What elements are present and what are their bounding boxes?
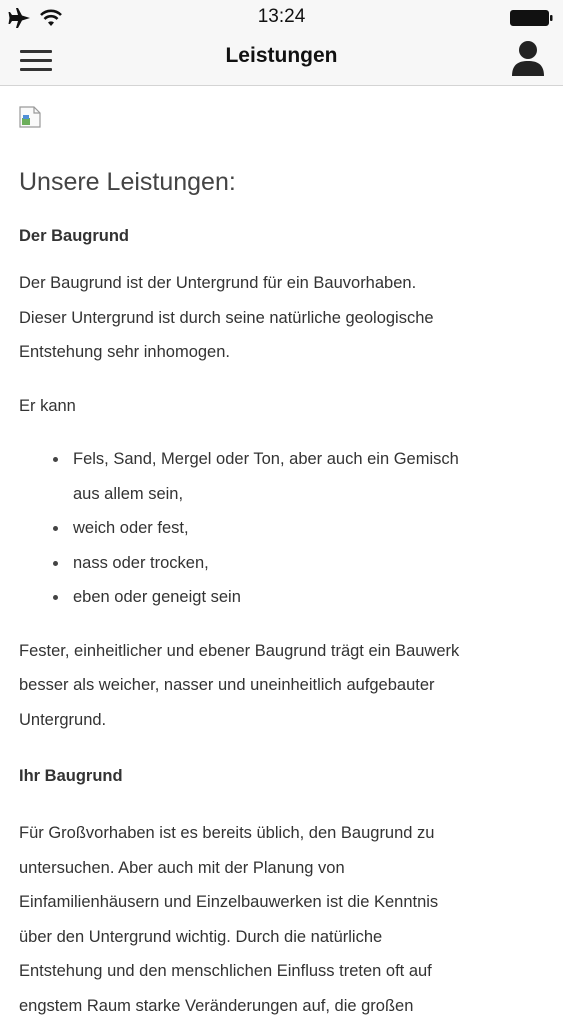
content-heading: Unsere Leistungen: [19, 168, 236, 196]
user-profile-icon[interactable] [511, 40, 545, 78]
navigation-bar [0, 34, 563, 86]
paragraph-er-kann: Er kann [19, 396, 76, 415]
section-heading-ihr-baugrund: Ihr Baugrund [19, 767, 123, 785]
status-bar [0, 0, 563, 34]
list-item: Fels, Sand, Mergel oder Ton, aber auch ein Gemisch aus allem sein, [73, 442, 539, 511]
list-item: nass oder trocken, [73, 546, 539, 581]
main-content [19, 86, 539, 1023]
status-time: 13:24 [257, 6, 306, 27]
broken-image-icon [19, 106, 41, 128]
paragraph-baugrund: Der Baugrund ist der Untergrund für ein Bauvorhaben. Dieser Untergrund ist durch seine natürliche geologische Entstehung sehr inhomogen. [19, 274, 434, 361]
soil-properties-list [19, 442, 539, 615]
battery-icon [510, 10, 553, 26]
paragraph-ihr-baugrund: Für Großvorhaben ist es bereits üblich, den Baugrund zu untersuchen. Aber auch mit der Planung von Einfamilienhäusern und Einzelbauwerken ist die Kenntnis über den Untergrund wichtig. Durch die natürliche Entstehung und den menschlichen Einfluss treten oft auf engstem Raum starke Veränderungen auf, die großen [19, 824, 439, 1015]
paragraph-fester-baugrund: Fester, einheitlicher und ebener Baugrund trägt ein Bauwerk besser als weicher, nasser und uneinheitlich aufgebauter Untergrund. [19, 641, 460, 729]
page-title: Leistungen [225, 44, 338, 67]
section-heading-baugrund: Der Baugrund [19, 227, 130, 245]
list-item: weich oder fest, [73, 511, 539, 546]
list-item: eben oder geneigt sein [73, 580, 539, 615]
